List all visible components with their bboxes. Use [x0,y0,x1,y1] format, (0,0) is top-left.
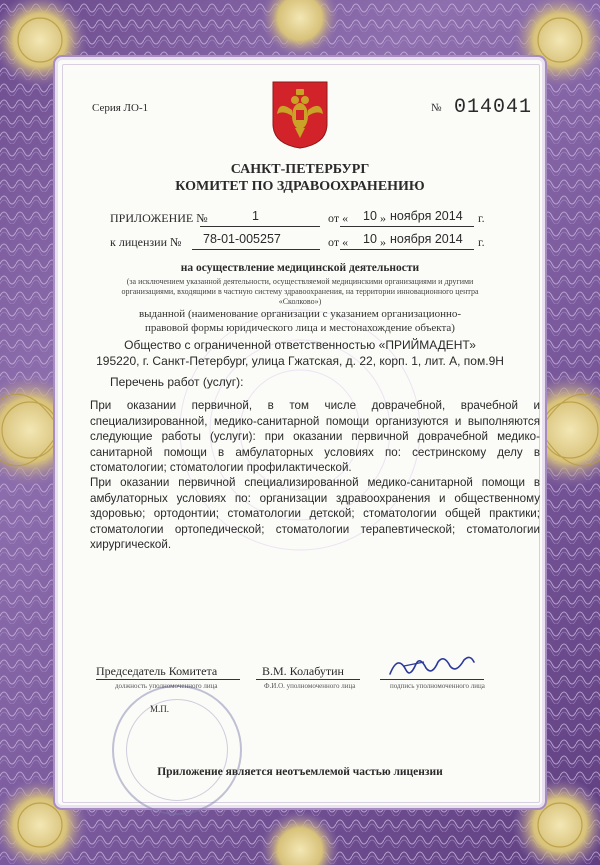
activity-note-line-2: организациями, входящими в частную систему здравоохранения, на территории инновационного центра [121,287,479,296]
signature-caption: подпись уполномоченного лица [390,682,485,690]
signer-position: Председатель Комитета [96,664,218,678]
activity-title: на осуществление медицинской деятельности [180,262,420,274]
license-label: к лицензии № [110,235,182,249]
date-suffix-2: г. [478,235,485,249]
date-underline-2 [340,249,474,250]
coat-of-arms-icon [271,80,329,150]
organization-address: 195220, г. Санкт-Петербург, улица Гжатская, д. 22, корп. 1, лит. А, пом.9Н [96,354,504,368]
signer-name: В.М. Колабутин [262,664,344,678]
date-day-1: 10 [363,209,377,223]
number-label: № [431,102,442,114]
appendix-underline [200,226,320,227]
date-month-year-2: ноября 2014 [390,232,463,246]
works-paragraph-1: При оказании первичной, в том числе доврачебной, врачебной и специализированной, медико-санитарной помощи организуются и выполняются следующие работы (услуги): при оказании первичной доврачебной медико-санитарной помощи в амбулаторных условиях по: сестринскому делу в стоматологии; стоматологии профилактической. [90,399,540,475]
signer-name-underline [256,679,360,680]
signer-position-underline [96,679,240,680]
organization-name: Общество с ограниченной ответственностью «ПРИЙМАДЕНТ» [124,338,476,352]
committee-title: КОМИТЕТ ПО ЗДРАВООХРАНЕНИЮ [175,179,425,194]
date-close-1: » [380,211,386,225]
date-from-1: от « [328,211,349,225]
stamp-place-label: М.П. [150,704,170,714]
date-underline-1 [340,226,474,227]
signer-position-caption: должность уполномоченного лица [115,682,218,690]
date-month-year-1: ноября 2014 [390,209,463,223]
works-title: Перечень работ (услуг): [110,375,244,389]
signature-underline [380,679,484,680]
city-title: САНКТ-ПЕТЕРБУРГ [230,162,370,177]
official-stamp-icon [112,685,242,815]
issued-caption-line-1: выданной (наименование организации с указанием организационно- [138,308,462,320]
date-from-2: от « [328,235,349,249]
date-day-2: 10 [363,232,377,246]
signer-name-caption: Ф.И.О. уполномоченного лица [264,682,356,690]
date-suffix-1: г. [478,211,485,225]
footer-note: Приложение является неотъемлемой частью лицензии [157,766,443,778]
form-number: 014041 [454,96,533,119]
appendix-number: 1 [252,209,259,223]
issued-caption-line-2: правовой формы юридического лица и местонахождение объекта) [145,322,455,334]
works-paragraph-2: При оказании первичной специализированной медико-санитарной помощи в амбулаторных условиях по: организации здравоохранения и общественному здоровью; ортодонтии; стоматологии детской; стоматологии общей практики; стоматологии ортопедической; стоматологии терапевтической; стоматологии хирургической. [90,476,540,552]
series-label: Серия ЛО-1 [92,102,149,114]
license-underline [192,249,320,250]
handwritten-signature-icon [384,652,480,682]
activity-note-line-1: (за исключением указанной деятельности, осуществляемой медицинскими организациями и другими [126,277,474,286]
appendix-label: ПРИЛОЖЕНИЕ № [110,211,208,225]
date-close-2: » [380,235,386,249]
activity-note-line-3: «Сколково») [278,297,322,306]
license-number: 78-01-005257 [203,232,281,246]
